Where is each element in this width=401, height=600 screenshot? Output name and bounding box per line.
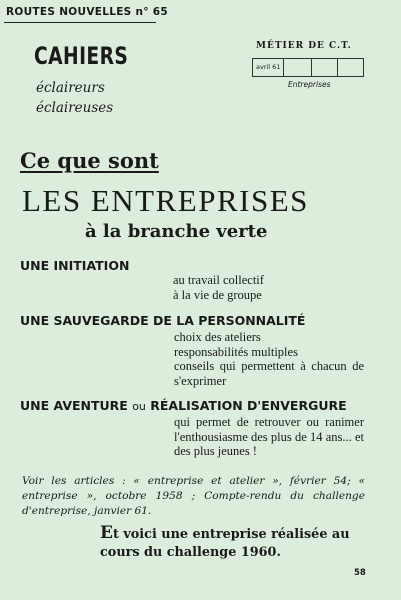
section-heading-sauvegarde: UNE SAUVEGARDE DE LA PERSONNALITÉ <box>20 313 306 328</box>
section-heading-aventure <box>20 398 347 413</box>
section-line: conseils qui permettent à chacun de s'exprimer <box>174 359 364 388</box>
section-lines-sauvegarde <box>174 330 364 388</box>
series-header: ROUTES NOUVELLES n° 65 <box>6 6 168 18</box>
classification-box <box>252 58 364 77</box>
collection-title: CAHIERS <box>34 42 129 70</box>
heading-part-1: UNE AVENTURE <box>20 398 128 413</box>
section-line: à la vie de groupe <box>173 287 262 302</box>
page-number: 58 <box>354 568 366 578</box>
closing-initial: E <box>100 523 113 543</box>
title-kicker: Ce que sont <box>20 148 159 173</box>
heading-connector: ou <box>132 400 146 413</box>
subtitle: à la branche verte <box>85 221 268 242</box>
box-divider <box>311 59 312 76</box>
closing-text: t voici une entreprise réalisée au cours du challenge 1960. <box>100 527 350 560</box>
section-text-aventure: qui permet de retrouver ou ranimer l'enthousiasme des plus de 14 ans... et des plus jeunes ! <box>174 415 364 458</box>
heading-part-2: RÉALISATION D'ENVERGURE <box>150 398 347 413</box>
collection-script-line-2: éclaireuses <box>36 100 114 116</box>
box-divider <box>283 59 284 76</box>
box-divider <box>337 59 338 76</box>
main-title: LES ENTREPRISES <box>22 183 309 218</box>
header-rule <box>4 22 156 23</box>
section-line: au travail collectif <box>173 273 264 287</box>
section-line: choix des ateliers <box>174 330 261 344</box>
box-category: Entreprises <box>288 80 331 89</box>
collection-script-line-1: éclaireurs <box>36 80 105 96</box>
section-line: responsabilités multiples <box>174 344 298 359</box>
references-paragraph: Voir les articles : « entreprise et atelier », février 54; « entreprise », octobre 1958 ; Compte-rendu du challenge d'entreprise, janvier 61. <box>22 475 365 517</box>
section-lines-initiation <box>173 273 363 302</box>
metier-label: MÉTIER DE C.T. <box>256 41 352 51</box>
box-date: avril 61 <box>256 63 281 71</box>
section-heading-initiation: UNE INITIATION <box>20 258 130 273</box>
closing-statement <box>100 524 370 562</box>
